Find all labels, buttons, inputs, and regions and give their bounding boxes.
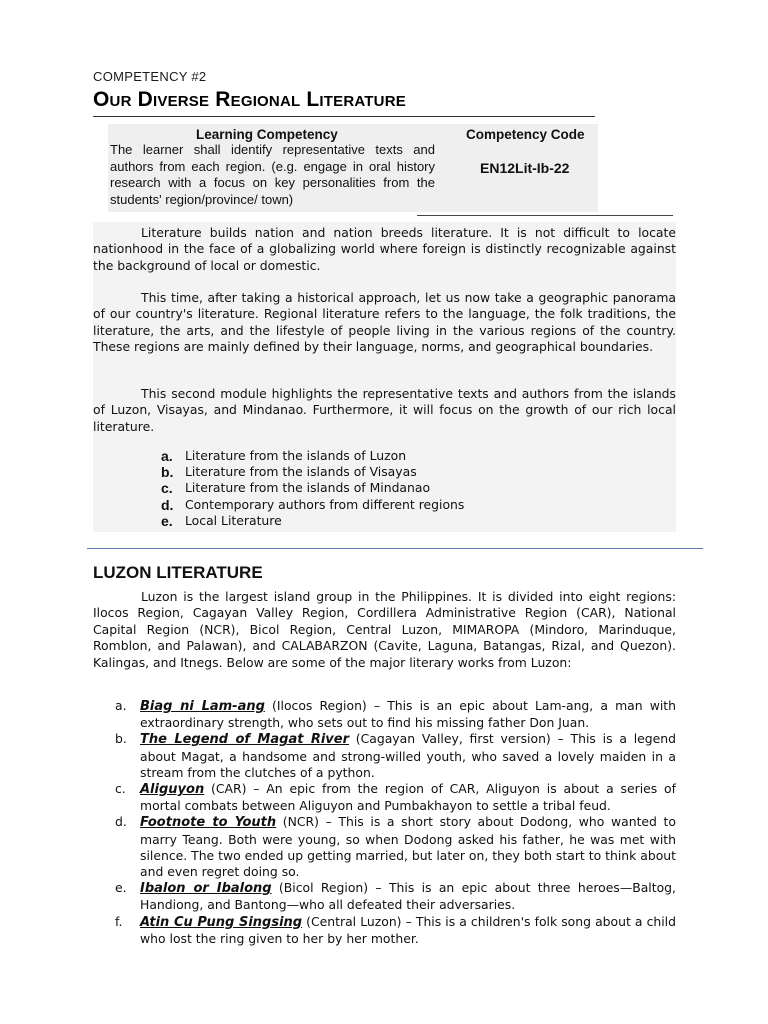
list-item [161,464,464,480]
work-title: Atin Cu Pung Singsing [140,914,303,930]
literary-works-list [115,698,676,947]
competency-divider [417,215,673,216]
list-marker: b. [161,464,174,481]
list-item [161,448,464,464]
work-title: Ibalon or Ibalong [140,881,272,897]
list-item-text: Local Literature [185,512,282,528]
list-item-text: Literature from the islands of Mindanao [185,480,431,496]
intro-paragraph: Literature builds nation and nation breeds literature. It is not difficult to locate nationhood in the face of a globalizing world where foreign is distinctly recognizable against the background of local or domestic. [93,225,676,273]
competency-table [108,124,598,212]
list-item [161,497,464,513]
work-description: (Central Luzon) – This is a children's folk song about a child who lost the ring given to her by her mother. [140,913,676,946]
work-description: (CAR) – An epic from the region of CAR, Aliguyon is about a series of mortal combats between Aliguyon and Pumbakhayon to settle a tribal feud. [140,781,676,814]
work-title: The Legend of Magat River [140,732,349,748]
work-title: Aliguyon [140,782,205,798]
section-divider [87,548,703,549]
learning-competency-text: The learner shall identify representative texts and authors from each region. (e.g. engage in oral history research with a focus on key personalities from the students' region/province/ town) [110,142,435,207]
competency-code-value: EN12Lit-Ib-22 [480,160,570,176]
list-item [115,781,676,814]
page-title: Our Diverse Regional Literature [93,88,406,111]
title-divider [93,116,595,117]
list-item [161,513,464,529]
list-item-text: Literature from the islands of Visayas [185,464,417,480]
list-marker: d. [161,496,174,513]
work-description: (Ilocos Region) – This is an epic about Lam-ang, a man with extraordinary strength, who sets out to find his missing father Don Juan. [140,698,676,731]
list-item-text: Contemporary authors from different regions [185,496,465,512]
list-marker: c. [115,781,126,797]
list-item-text: Literature from the islands of Luzon [185,448,407,463]
topics-list [161,448,464,529]
learning-competency-heading: Learning Competency [196,127,338,142]
list-marker: a. [115,698,127,713]
list-marker: c. [161,480,173,497]
list-marker: d. [115,814,127,830]
list-marker: b. [115,731,127,747]
work-description: (NCR) – This is a short story about Dodong, who wanted to marry Teang. Both were young, so when Dodong asked his father, he was met with silence. The two ended up getting married, but later on, they both start to think about and even regret doing so. [140,814,676,880]
list-marker: f. [115,913,123,929]
work-description: (Bicol Region) – This is an epic about three heroes—Baltog, Handiong, and Bantong—who all defeated their adversaries. [140,880,676,913]
work-title: Footnote to Youth [140,815,277,831]
list-item [161,480,464,496]
intro-section [93,222,676,532]
luzon-heading: LUZON LITERATURE [93,563,263,582]
list-item [115,914,676,947]
intro-paragraph: This second module highlights the representative texts and authors from the islands of Luzon, Visayas, and Mindanao. Furthermore, it will focus on the growth of our rich local literature. [93,386,676,434]
list-marker: e. [161,512,173,529]
list-marker: a. [161,448,173,464]
intro-paragraph: This time, after taking a historical approach, let us now take a geographic panorama of our country's literature. Regional literature refers to the language, the folk traditions, the literature, the arts, and the lifestyle of people living in the various regions of the country. These regions are mainly defined by their language, norms, and geographical boundaries. [93,290,676,355]
competency-label: COMPETENCY #2 [93,69,207,84]
list-marker: e. [115,880,127,896]
list-item [115,880,676,913]
work-title: Biag ni Lam-ang [140,699,265,714]
list-item [115,698,676,731]
luzon-intro-paragraph: Luzon is the largest island group in the Philippines. It is divided into eight regions: Ilocos Region, Cagayan Valley Region, Cordillera Administrative Region (CAR), National Capital Region (NCR), Bicol Region, Central Luzon, MIMAROPA (Mindoro, Marinduque, Romblon, and Palawan), and CALABARZON (Cavite, Laguna, Batangas, Rizal, and Quezon). Kalingas, and Itnegs. Below are some of the major literary works from Luzon: [93,589,676,670]
competency-code-heading: Competency Code [466,127,585,142]
work-description: (Cagayan Valley, first version) – This is a legend about Magat, a handsome and strong-willed youth, who saved a lovely maiden in a stream from the clutches of a python. [140,731,676,780]
list-item [115,814,676,880]
list-item [115,731,676,781]
